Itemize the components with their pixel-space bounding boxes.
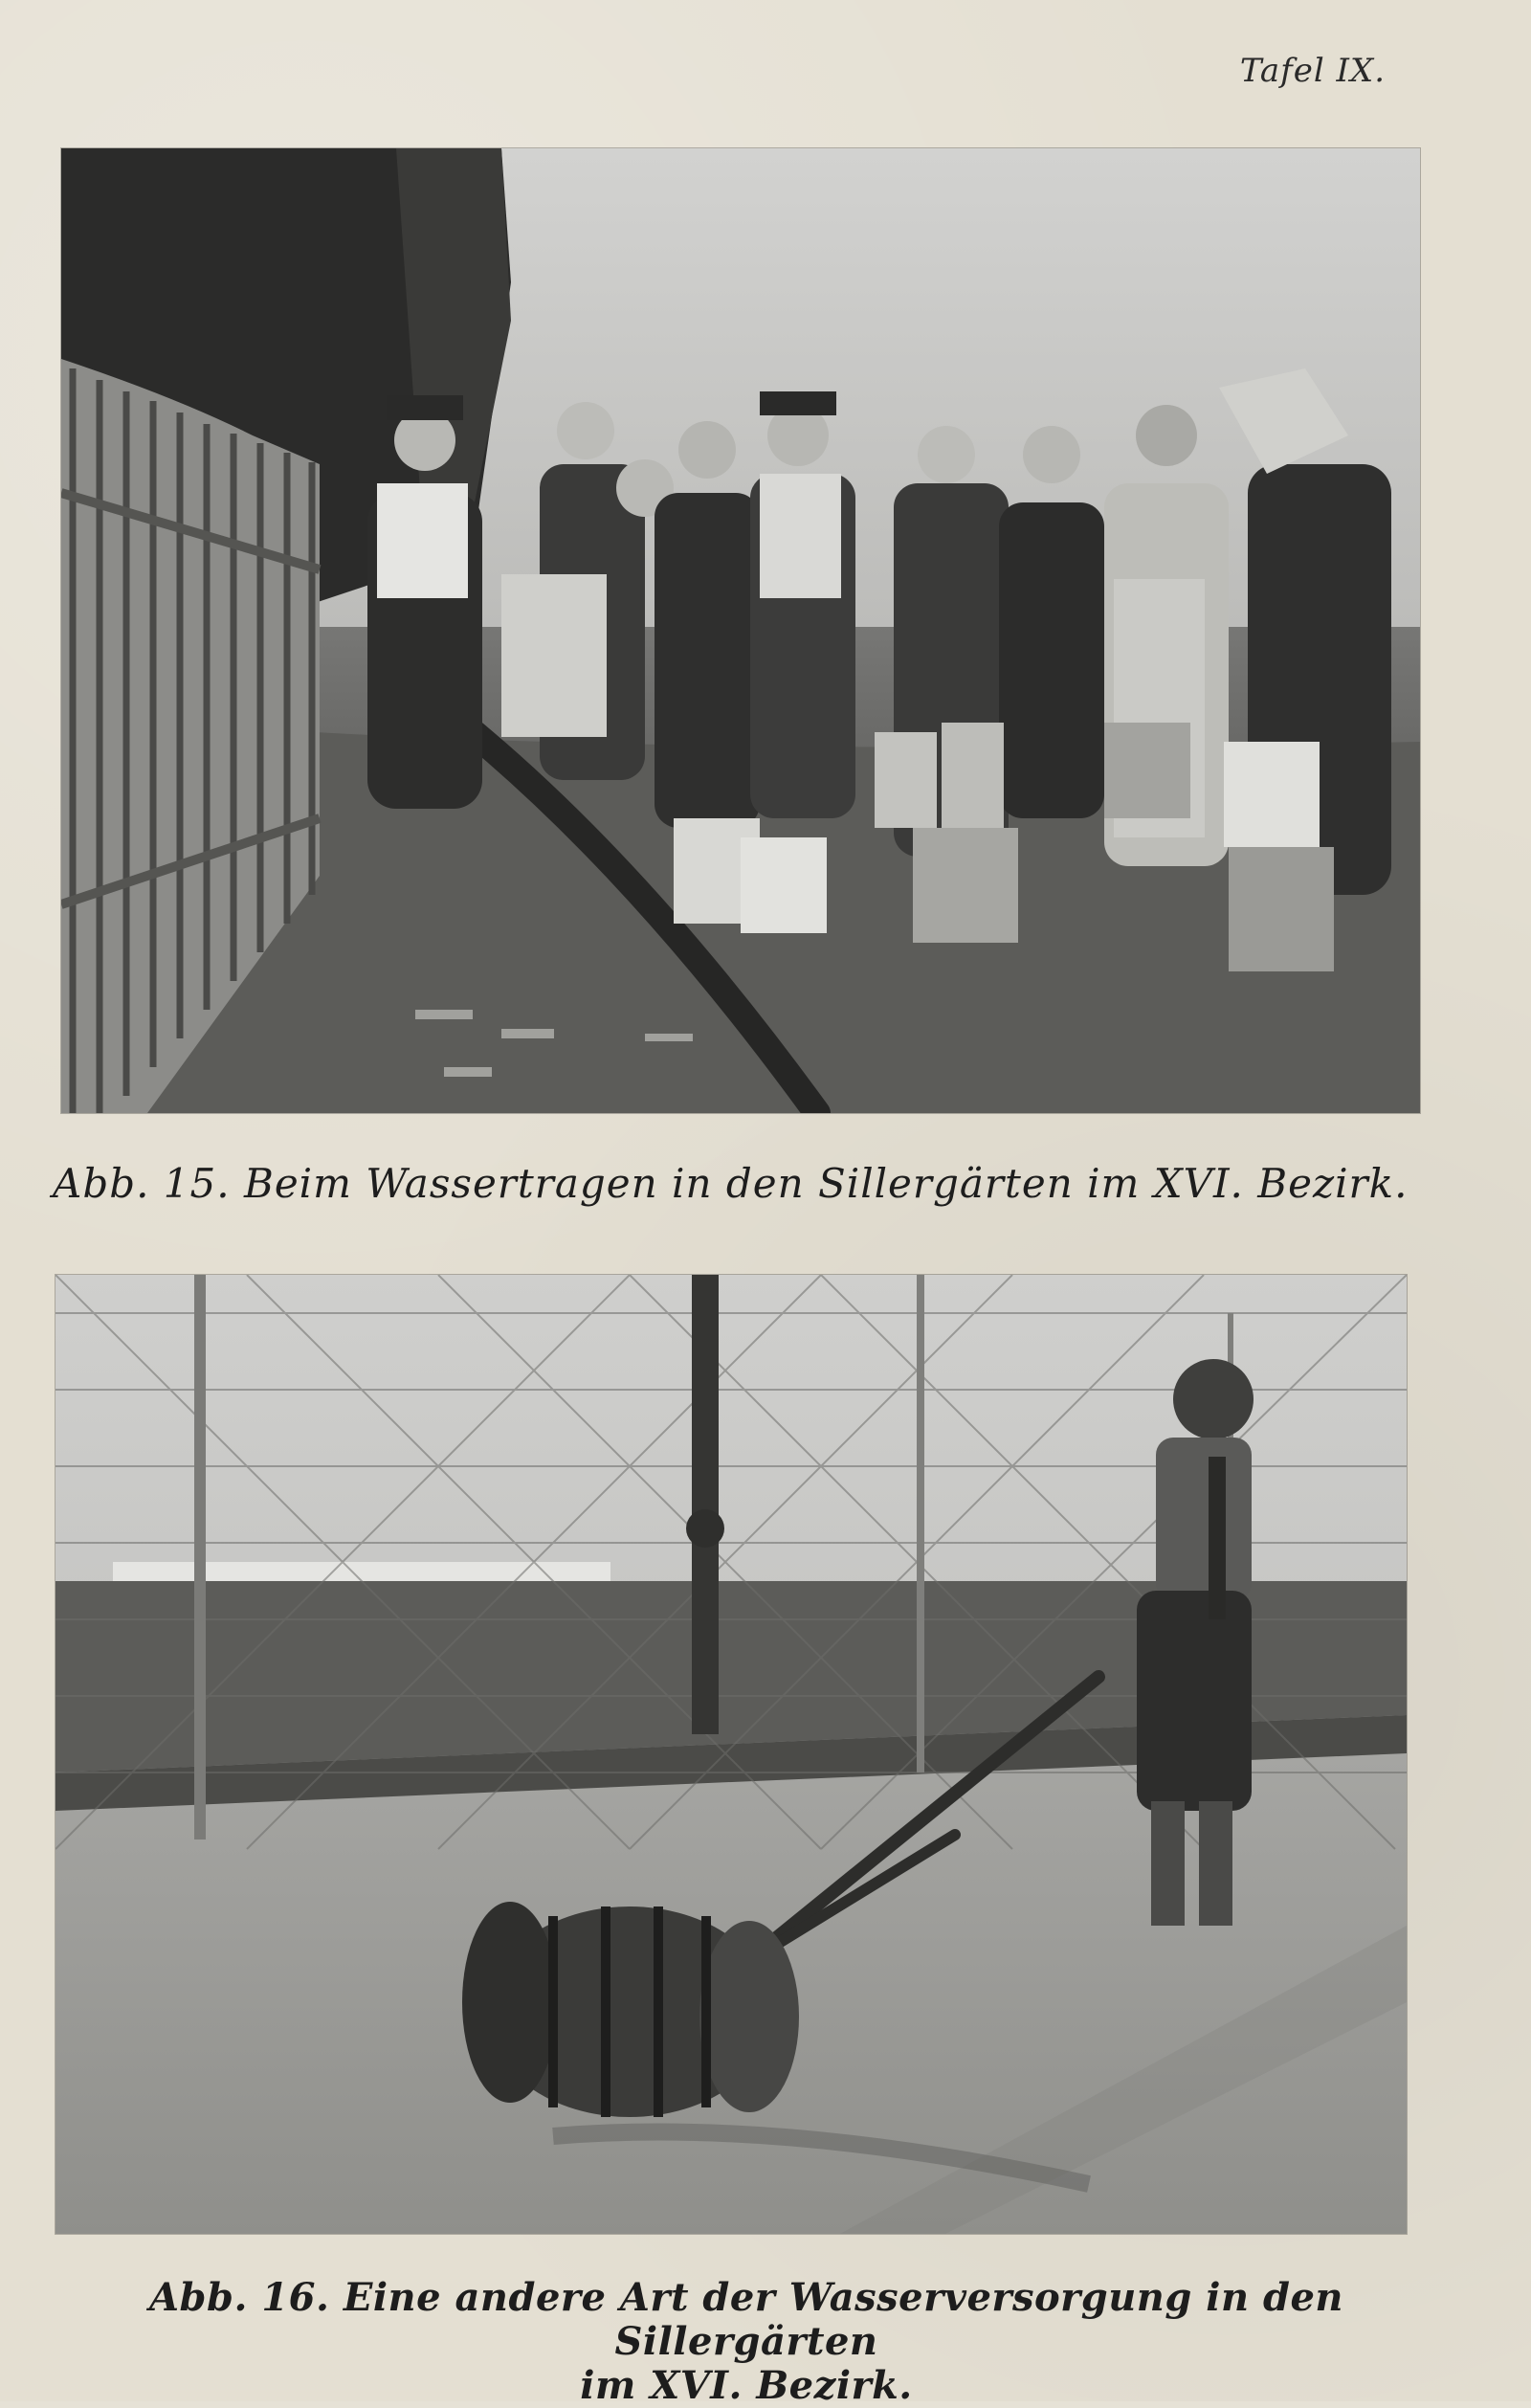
photo-water-carrying bbox=[61, 148, 1420, 1113]
water-barrel bbox=[462, 1902, 799, 2117]
photo-barrel-rolling bbox=[55, 1275, 1407, 2234]
figure-16-caption-line-2: im XVI. Bezirk. bbox=[580, 2363, 913, 2408]
photo-barrel-rolling-graphic bbox=[55, 1275, 1407, 2234]
figure-16-caption-line-1: Abb. 16. Eine andere Art der Wasserversorgung in den Sillergärten bbox=[149, 2275, 1343, 2364]
photo-water-carrying-graphic bbox=[61, 148, 1420, 1113]
figure-15-caption: Abb. 15. Beim Wassertragen in den Sillergärten im XVI. Bezirk. bbox=[53, 1160, 1409, 1207]
plate-label: Tafel IX. bbox=[1239, 52, 1386, 90]
figure-16-caption bbox=[57, 2276, 1435, 2408]
